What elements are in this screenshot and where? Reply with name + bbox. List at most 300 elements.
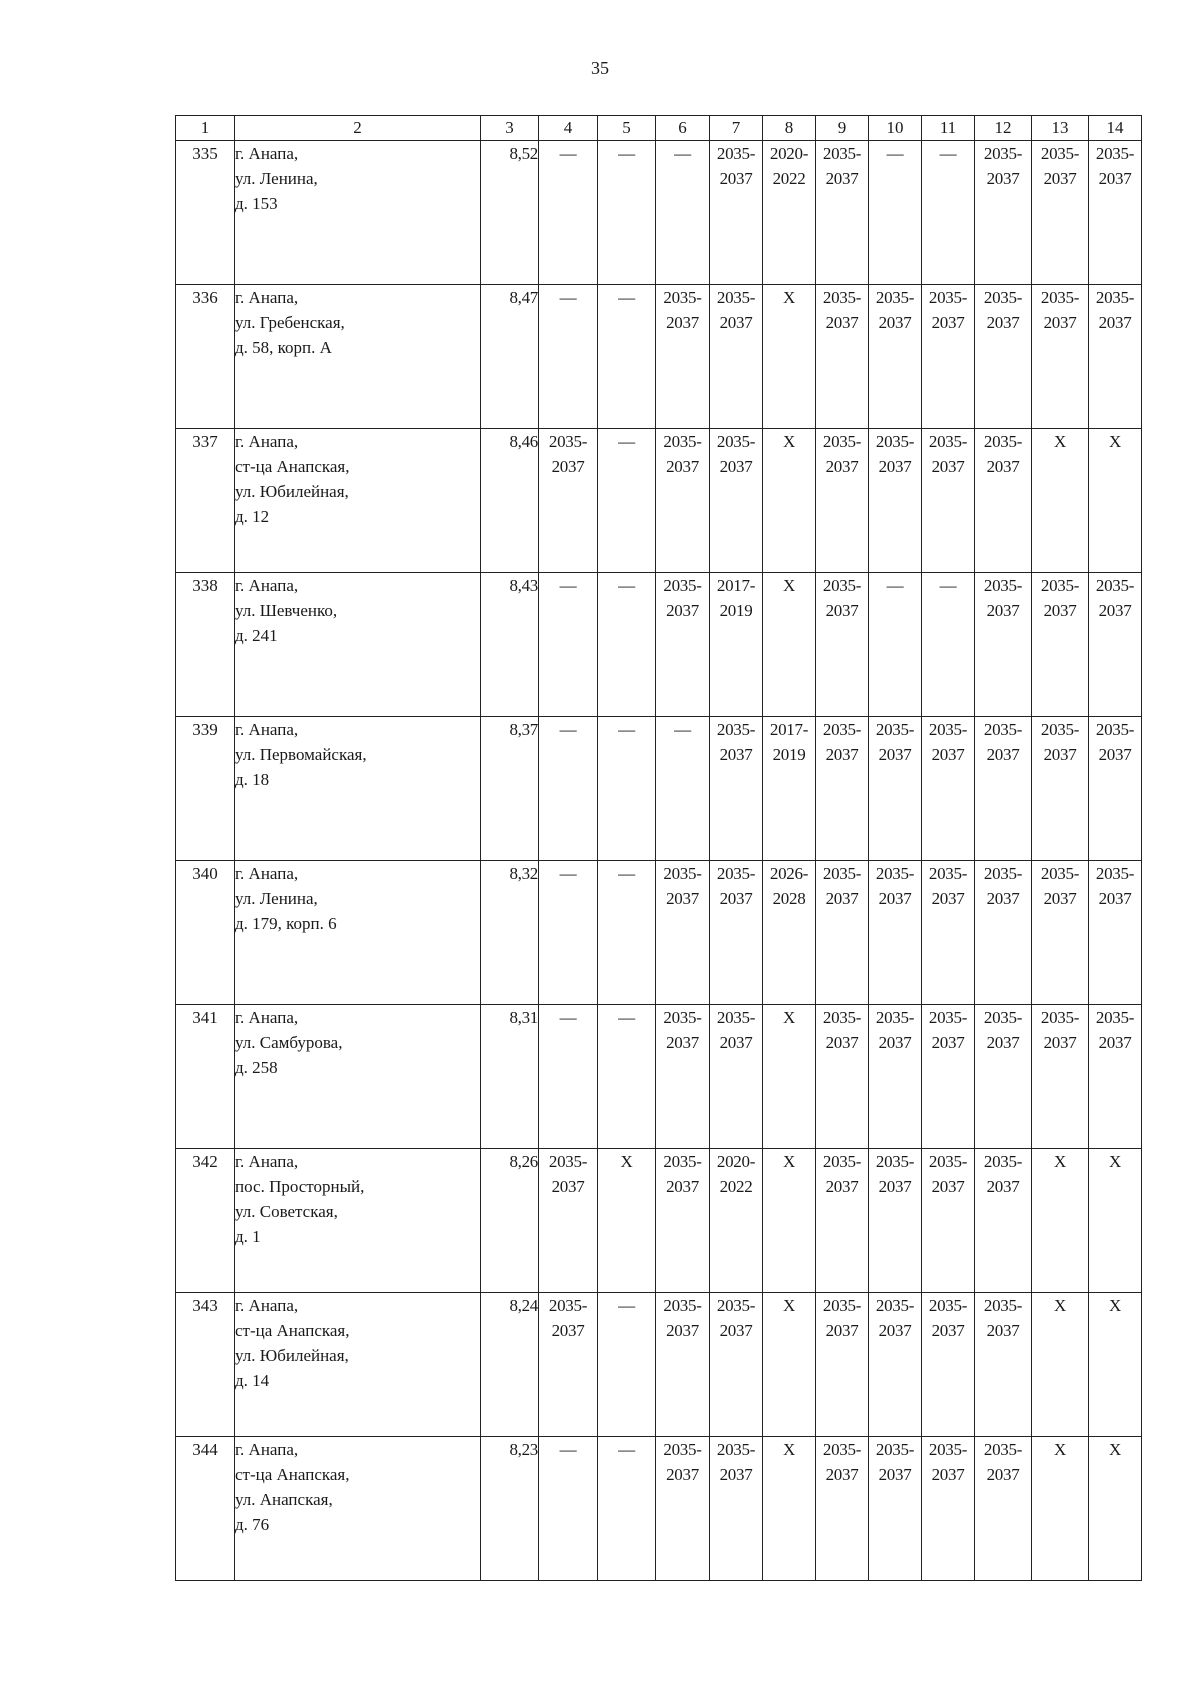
cell-value: 2037: [666, 889, 699, 908]
cell-value: X: [783, 1008, 795, 1027]
value-cell-col-10: [869, 1437, 922, 1581]
cell-value: —: [618, 144, 635, 163]
value-cell-col-5: [598, 861, 656, 1005]
value-cell-col-11: [922, 285, 975, 429]
cell-value: 2037: [666, 313, 699, 332]
value-cell-col-13: [1032, 573, 1089, 717]
cell-value: 2037: [825, 169, 859, 188]
cell-value: —: [559, 864, 577, 883]
page-number: 35: [591, 58, 609, 78]
housing-table: [175, 115, 1142, 1581]
value-cell-col-6: [656, 717, 710, 861]
value-cell-col-12: [975, 861, 1032, 1005]
cell-value: 2035-: [716, 1440, 756, 1459]
value-cell-col-6: [656, 573, 710, 717]
cell-value: 2035-: [822, 576, 862, 595]
cell-value: —: [939, 144, 957, 163]
value-cell-col-14: [1089, 1437, 1142, 1581]
cell-value: 2035-: [716, 1296, 756, 1315]
value-cell-col-3: [481, 717, 539, 861]
cell-value: 2037: [825, 1321, 859, 1340]
address-line: д. 14: [235, 1371, 270, 1390]
cell-value: 2035-: [928, 1296, 968, 1315]
cell-value: 2035-: [928, 720, 968, 739]
cell-value: 2037: [825, 1465, 859, 1484]
value-cell-col-4: [539, 1005, 598, 1149]
value-cell-col-6: [656, 1005, 710, 1149]
cell-value: —: [559, 288, 577, 307]
value-cell-col-11: [922, 141, 975, 285]
cell-value: 2028: [772, 889, 806, 908]
value-cell-col-10: [869, 1293, 922, 1437]
address-line: ул. Советская,: [235, 1202, 338, 1221]
cell-value: 2035-: [875, 1440, 915, 1459]
value-cell-col-12: [975, 1437, 1032, 1581]
cell-value: 2017-: [769, 720, 809, 739]
cell-value: 2037: [1098, 745, 1132, 764]
cell-value: 8,46: [509, 432, 538, 451]
column-header-14: 14: [1089, 116, 1142, 141]
value-cell-col-6: [656, 141, 710, 285]
cell-value: 2035-: [983, 1440, 1023, 1459]
value-cell-col-4: [539, 573, 598, 717]
cell-value: 2035-: [1040, 1008, 1080, 1027]
value-cell-col-8: [763, 1149, 816, 1293]
address-line: г. Анапа,: [235, 1008, 299, 1027]
cell-value: 2035-: [983, 1296, 1023, 1315]
value-cell-col-7: [710, 141, 763, 285]
address-line: ул. Ленина,: [235, 169, 318, 188]
cell-value: 2035-: [928, 1008, 968, 1027]
value-cell-col-11: [922, 1293, 975, 1437]
cell-value: 2035-: [822, 288, 862, 307]
cell-value: 2035-: [663, 432, 702, 451]
value-cell-col-10: [869, 861, 922, 1005]
row-number: 343: [176, 1293, 235, 1437]
column-header-3: 3: [481, 116, 539, 141]
cell-value: 2037: [931, 313, 965, 332]
cell-value: 2035-: [875, 1152, 915, 1171]
value-cell-col-4: [539, 141, 598, 285]
column-header-8: 8: [763, 116, 816, 141]
value-cell-col-14: [1089, 1005, 1142, 1149]
address-line: г. Анапа,: [235, 144, 299, 163]
address-line: д. 12: [235, 507, 270, 526]
value-cell-col-13: [1032, 429, 1089, 573]
cell-value: 2035-: [928, 1440, 968, 1459]
value-cell-col-3: [481, 141, 539, 285]
value-cell-col-10: [869, 1149, 922, 1293]
cell-value: 2037: [666, 601, 699, 620]
cell-value: 2037: [986, 169, 1020, 188]
cell-value: 2037: [878, 457, 912, 476]
address-line: г. Анапа,: [235, 864, 299, 883]
value-cell-col-12: [975, 285, 1032, 429]
column-header-11: 11: [922, 116, 975, 141]
cell-value: 2035-: [663, 1296, 702, 1315]
row-number: 342: [176, 1149, 235, 1293]
cell-value: 2037: [931, 745, 965, 764]
value-cell-col-10: [869, 285, 922, 429]
value-cell-col-4: [539, 429, 598, 573]
cell-value: 2035-: [875, 1008, 915, 1027]
cell-value: 2035-: [928, 1152, 968, 1171]
cell-value: —: [559, 1008, 577, 1027]
value-cell-col-14: [1089, 1293, 1142, 1437]
value-cell-col-5: [598, 573, 656, 717]
value-cell-col-11: [922, 861, 975, 1005]
cell-value: 8,31: [509, 1008, 538, 1027]
address-cell: [235, 717, 481, 861]
cell-value: 2035-: [822, 720, 862, 739]
address-line: г. Анапа,: [235, 720, 299, 739]
value-cell-col-7: [710, 1149, 763, 1293]
cell-value: 2035-: [716, 864, 756, 883]
address-line: ул. Юбилейная,: [235, 482, 349, 501]
cell-value: 2037: [878, 1033, 912, 1052]
value-cell-col-10: [869, 1005, 922, 1149]
cell-value: 2035-: [548, 1152, 588, 1171]
value-cell-col-8: [763, 285, 816, 429]
value-cell-col-11: [922, 1149, 975, 1293]
value-cell-col-4: [539, 285, 598, 429]
cell-value: X: [783, 1152, 795, 1171]
cell-value: 2037: [719, 1465, 753, 1484]
address-cell: [235, 429, 481, 573]
address-line: г. Анапа,: [235, 1296, 299, 1315]
cell-value: 2035-: [663, 576, 702, 595]
cell-value: 2020-: [769, 144, 809, 163]
cell-value: 2037: [878, 313, 912, 332]
row-number: 340: [176, 861, 235, 1005]
value-cell-col-7: [710, 573, 763, 717]
value-cell-col-13: [1032, 717, 1089, 861]
value-cell-col-7: [710, 1293, 763, 1437]
table-row: [176, 717, 1142, 861]
value-cell-col-8: [763, 1005, 816, 1149]
value-cell-col-9: [816, 285, 869, 429]
column-header-7: 7: [710, 116, 763, 141]
cell-value: 2022: [719, 1177, 753, 1196]
value-cell-col-7: [710, 429, 763, 573]
value-cell-col-7: [710, 861, 763, 1005]
value-cell-col-8: [763, 1293, 816, 1437]
table-row: [176, 573, 1142, 717]
cell-value: 2035-: [1040, 576, 1080, 595]
cell-value: 2037: [931, 1033, 965, 1052]
value-cell-col-13: [1032, 1149, 1089, 1293]
value-cell-col-11: [922, 429, 975, 573]
cell-value: —: [618, 864, 635, 883]
value-cell-col-9: [816, 1149, 869, 1293]
value-cell-col-14: [1089, 573, 1142, 717]
cell-value: —: [618, 720, 635, 739]
cell-value: —: [618, 1296, 635, 1315]
cell-value: 2037: [825, 1033, 859, 1052]
value-cell-col-14: [1089, 429, 1142, 573]
cell-value: 2037: [666, 1177, 699, 1196]
cell-value: 2037: [931, 1465, 965, 1484]
cell-value: 2037: [1043, 1033, 1077, 1052]
value-cell-col-12: [975, 1293, 1032, 1437]
cell-value: —: [618, 1008, 635, 1027]
cell-value: 2037: [1098, 889, 1132, 908]
cell-value: —: [618, 288, 635, 307]
cell-value: 2035-: [1095, 144, 1135, 163]
address-line: д. 153: [235, 194, 278, 213]
value-cell-col-5: [598, 1437, 656, 1581]
value-cell-col-7: [710, 1005, 763, 1149]
value-cell-col-13: [1032, 285, 1089, 429]
value-cell-col-9: [816, 717, 869, 861]
value-cell-col-4: [539, 861, 598, 1005]
cell-value: 2035-: [983, 720, 1023, 739]
value-cell-col-13: [1032, 1437, 1089, 1581]
address-line: г. Анапа,: [235, 288, 299, 307]
address-line: ул. Гребенская,: [235, 313, 345, 332]
cell-value: 2035-: [1040, 288, 1080, 307]
cell-value: 2035-: [663, 288, 702, 307]
column-header-5: 5: [598, 116, 656, 141]
value-cell-col-7: [710, 717, 763, 861]
value-cell-col-8: [763, 1437, 816, 1581]
address-line: г. Анапа,: [235, 576, 299, 595]
cell-value: 2037: [931, 1321, 965, 1340]
cell-value: 2022: [772, 169, 806, 188]
cell-value: 8,37: [509, 720, 538, 739]
table-row: [176, 1437, 1142, 1581]
value-cell-col-4: [539, 1437, 598, 1581]
value-cell-col-3: [481, 1437, 539, 1581]
address-cell: [235, 141, 481, 285]
table-body: [176, 141, 1142, 1581]
cell-value: 2037: [719, 889, 753, 908]
cell-value: —: [559, 720, 577, 739]
value-cell-col-11: [922, 1437, 975, 1581]
row-number: 335: [176, 141, 235, 285]
cell-value: 2037: [1098, 601, 1132, 620]
cell-value: 2037: [1098, 169, 1132, 188]
cell-value: X: [1109, 432, 1121, 451]
address-line: д. 241: [235, 626, 278, 645]
table-row: [176, 429, 1142, 573]
value-cell-col-8: [763, 429, 816, 573]
value-cell-col-12: [975, 141, 1032, 285]
value-cell-col-13: [1032, 1293, 1089, 1437]
cell-value: X: [1054, 1440, 1066, 1459]
cell-value: 2037: [986, 313, 1020, 332]
cell-value: X: [1109, 1296, 1121, 1315]
cell-value: X: [1109, 1440, 1121, 1459]
value-cell-col-5: [598, 429, 656, 573]
value-cell-col-11: [922, 573, 975, 717]
cell-value: X: [783, 288, 795, 307]
cell-value: 2037: [986, 1321, 1020, 1340]
value-cell-col-3: [481, 861, 539, 1005]
cell-value: X: [1054, 432, 1066, 451]
cell-value: X: [1054, 1296, 1066, 1315]
value-cell-col-11: [922, 1005, 975, 1149]
value-cell-col-3: [481, 1293, 539, 1437]
cell-value: 2035-: [822, 1440, 862, 1459]
cell-value: 2037: [666, 457, 699, 476]
table-row: [176, 1293, 1142, 1437]
value-cell-col-13: [1032, 141, 1089, 285]
address-line: г. Анапа,: [235, 432, 299, 451]
cell-value: 2035-: [548, 1296, 588, 1315]
cell-value: 2037: [986, 1465, 1020, 1484]
column-header-13: 13: [1032, 116, 1089, 141]
cell-value: 2035-: [1040, 144, 1080, 163]
cell-value: 2037: [825, 457, 859, 476]
value-cell-col-7: [710, 1437, 763, 1581]
cell-value: 8,26: [509, 1152, 538, 1171]
cell-value: 8,43: [509, 576, 538, 595]
cell-value: 8,23: [509, 1440, 538, 1459]
cell-value: 2026-: [769, 864, 809, 883]
cell-value: 2035-: [663, 864, 702, 883]
value-cell-col-3: [481, 285, 539, 429]
cell-value: X: [783, 1296, 795, 1315]
value-cell-col-7: [710, 285, 763, 429]
cell-value: 2037: [1043, 601, 1077, 620]
row-number: 339: [176, 717, 235, 861]
address-line: ст-ца Анапская,: [235, 1465, 350, 1484]
value-cell-col-10: [869, 717, 922, 861]
cell-value: 2037: [719, 745, 753, 764]
cell-value: 2037: [986, 1033, 1020, 1052]
cell-value: 2037: [986, 457, 1020, 476]
table-row: [176, 285, 1142, 429]
cell-value: 2035-: [716, 432, 756, 451]
address-line: пос. Просторный,: [235, 1177, 365, 1196]
cell-value: 2037: [825, 745, 859, 764]
cell-value: 2037: [825, 1177, 859, 1196]
cell-value: 2035-: [1095, 288, 1135, 307]
cell-value: 2035-: [716, 1008, 756, 1027]
cell-value: 2037: [825, 313, 859, 332]
column-header-10: 10: [869, 116, 922, 141]
table-row: [176, 1149, 1142, 1293]
cell-value: 2035-: [875, 432, 915, 451]
cell-value: 2035-: [822, 1296, 862, 1315]
cell-value: 2037: [878, 1465, 912, 1484]
cell-value: 2037: [878, 1177, 912, 1196]
value-cell-col-5: [598, 1005, 656, 1149]
address-line: ул. Первомайская,: [235, 745, 367, 764]
cell-value: 2037: [825, 889, 859, 908]
address-line: д. 258: [235, 1058, 278, 1077]
cell-value: 8,47: [509, 288, 538, 307]
value-cell-col-5: [598, 285, 656, 429]
cell-value: 2035-: [983, 144, 1023, 163]
cell-value: 2035-: [983, 864, 1023, 883]
value-cell-col-6: [656, 285, 710, 429]
header-row: [176, 116, 1142, 141]
cell-value: 2037: [1098, 313, 1132, 332]
value-cell-col-14: [1089, 1149, 1142, 1293]
address-cell: [235, 285, 481, 429]
cell-value: 2019: [719, 601, 753, 620]
cell-value: 2037: [719, 169, 753, 188]
cell-value: 2035-: [822, 144, 862, 163]
address-line: д. 58, корп. А: [235, 338, 332, 357]
table-row: [176, 141, 1142, 285]
row-number: 341: [176, 1005, 235, 1149]
cell-value: —: [559, 144, 577, 163]
table-header: [176, 116, 1142, 141]
value-cell-col-6: [656, 861, 710, 1005]
value-cell-col-12: [975, 717, 1032, 861]
value-cell-col-12: [975, 573, 1032, 717]
value-cell-col-13: [1032, 861, 1089, 1005]
value-cell-col-14: [1089, 141, 1142, 285]
value-cell-col-5: [598, 141, 656, 285]
value-cell-col-6: [656, 1149, 710, 1293]
column-header-12: 12: [975, 116, 1032, 141]
cell-value: X: [1109, 1152, 1121, 1171]
value-cell-col-9: [816, 141, 869, 285]
cell-value: 2037: [551, 1321, 585, 1340]
cell-value: 2035-: [1095, 720, 1135, 739]
cell-value: 2037: [719, 457, 753, 476]
address-cell: [235, 1149, 481, 1293]
value-cell-col-4: [539, 717, 598, 861]
value-cell-col-8: [763, 141, 816, 285]
cell-value: 8,52: [509, 144, 538, 163]
value-cell-col-6: [656, 429, 710, 573]
cell-value: 2037: [551, 457, 585, 476]
address-line: д. 179, корп. 6: [235, 914, 337, 933]
cell-value: 2037: [878, 889, 912, 908]
cell-value: X: [783, 432, 795, 451]
cell-value: 2037: [719, 1321, 753, 1340]
cell-value: 2035-: [875, 288, 915, 307]
cell-value: 2035-: [983, 1152, 1023, 1171]
cell-value: 2035-: [928, 288, 968, 307]
table-row: [176, 1005, 1142, 1149]
address-line: ул. Анапская,: [235, 1490, 333, 1509]
column-header-1: 1: [176, 116, 235, 141]
cell-value: 2035-: [928, 432, 968, 451]
value-cell-col-14: [1089, 717, 1142, 861]
cell-value: 2035-: [1040, 864, 1080, 883]
value-cell-col-5: [598, 1293, 656, 1437]
cell-value: 2035-: [1095, 1008, 1135, 1027]
value-cell-col-8: [763, 717, 816, 861]
address-line: г. Анапа,: [235, 1152, 299, 1171]
address-line: ул. Самбурова,: [235, 1033, 343, 1052]
address-cell: [235, 1437, 481, 1581]
address-cell: [235, 573, 481, 717]
value-cell-col-10: [869, 429, 922, 573]
cell-value: —: [939, 576, 957, 595]
cell-value: 2037: [931, 889, 965, 908]
cell-value: 2035-: [822, 864, 862, 883]
address-line: ст-ца Анапская,: [235, 1321, 350, 1340]
row-number: 336: [176, 285, 235, 429]
cell-value: 2037: [931, 457, 965, 476]
value-cell-col-3: [481, 573, 539, 717]
address-line: ул. Шевченко,: [235, 601, 338, 620]
cell-value: 2035-: [716, 720, 756, 739]
cell-value: —: [618, 1440, 635, 1459]
cell-value: 2035-: [1095, 576, 1135, 595]
value-cell-col-9: [816, 1293, 869, 1437]
cell-value: 2035-: [983, 432, 1023, 451]
column-header-4: 4: [539, 116, 598, 141]
cell-value: 2035-: [983, 1008, 1023, 1027]
